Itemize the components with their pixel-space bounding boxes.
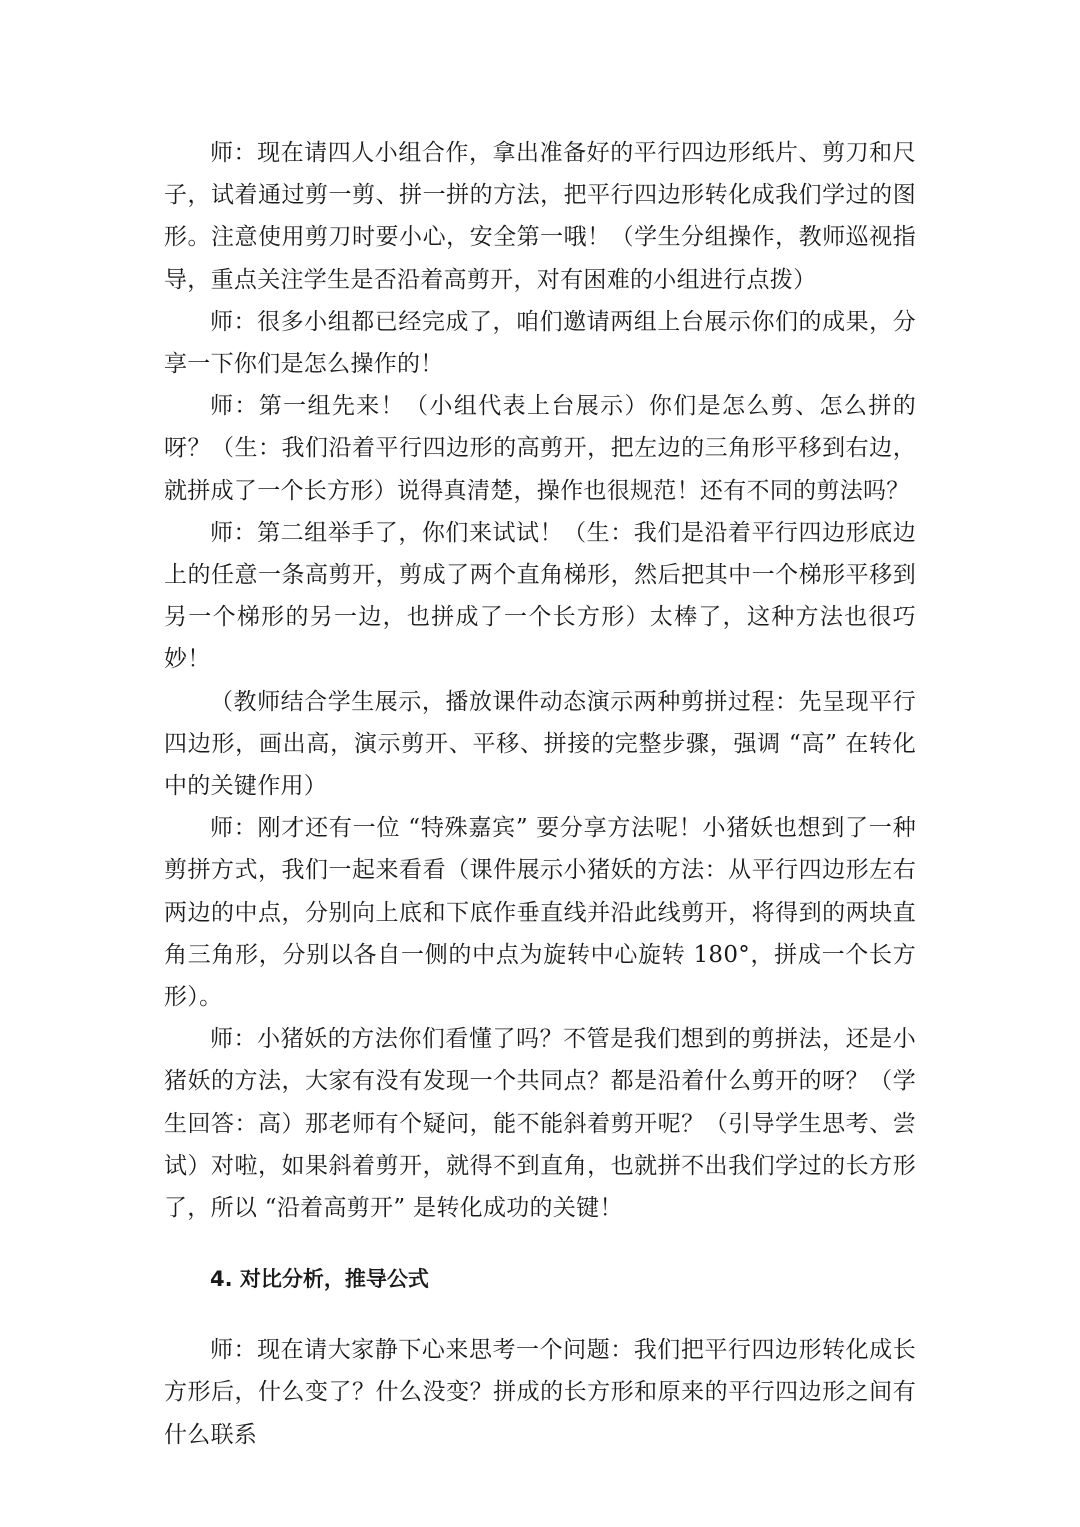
paragraph-courseware-demo: （教师结合学生展示，播放课件动态演示两种剪拼过程：先呈现平行四边形，画出高，演示剪开、平移、拼接的完整步骤，强调 “高” 在转化中的关键作用）	[164, 688, 916, 800]
paragraph-compare-analysis: 师：现在请大家静下心来思考一个问题：我们把平行四边形转化成长方形后，什么变了？什么没变？拼成的长方形和原来的平行四边形之间有什么联系	[164, 1337, 916, 1448]
paragraph-special-guest: 师：刚才还有一位 “特殊嘉宾” 要分享方法呢！小猪妖也想到了一种剪拼方式，我们一起来看看（课件展示小猪妖的方法：从平行四边形左右两边的中点，分别向上底和下底作垂直线并沿此线剪开，将得到的两块直角三角形，分别以各自一侧的中点为旋转中心旋转 180°，拼成一个长方形）。	[164, 815, 916, 1011]
section-heading: 4. 对比分析，推导公式	[210, 1267, 429, 1292]
paragraph-group-two: 师：第二组举手了，你们来试试！（生：我们是沿着平行四边形底边上的任意一条高剪开，剪成了两个直角梯形，然后把其中一个梯形平移到另一个梯形的另一边，也拼成了一个长方形）太棒了，这种方法也很巧妙！	[164, 519, 916, 673]
document-body	[164, 132, 916, 1456]
paragraph-group-one: 师：第一组先来！（小组代表上台展示）你们是怎么剪、怎么拼的呀？（生：我们沿着平行四边形的高剪开，把左边的三角形平移到右边，就拼成了一个长方形）说得真清楚，操作也很规范！还有不同的剪法吗？	[164, 393, 916, 504]
paragraph-common-point: 师：小猪妖的方法你们看懂了吗？不管是我们想到的剪拼法，还是小猪妖的方法，大家有没有发现一个共同点？都是沿着什么剪开的呀？（学生回答：高）那老师有个疑问，能不能斜着剪开呢？（引导学生思考、尝试）对啦，如果斜着剪开，就得不到直角，也就拼不出我们学过的长方形了，所以 “沿着高剪开” 是转化成功的关键！	[164, 1026, 916, 1222]
paragraph-invite-groups: 师：很多小组都已经完成了，咱们邀请两组上台展示你们的成果，分享一下你们是怎么操作的！	[164, 308, 916, 378]
paragraph-group-operation: 师：现在请四人小组合作，拿出准备好的平行四边形纸片、剪刀和尺子，试着通过剪一剪、拼一拼的方法，把平行四边形转化成我们学过的图形。注意使用剪刀时要小心，安全第一哦！（学生分组操作，教师巡视指导，重点关注学生是否沿着高剪开，对有困难的小组进行点拨）	[164, 140, 916, 293]
